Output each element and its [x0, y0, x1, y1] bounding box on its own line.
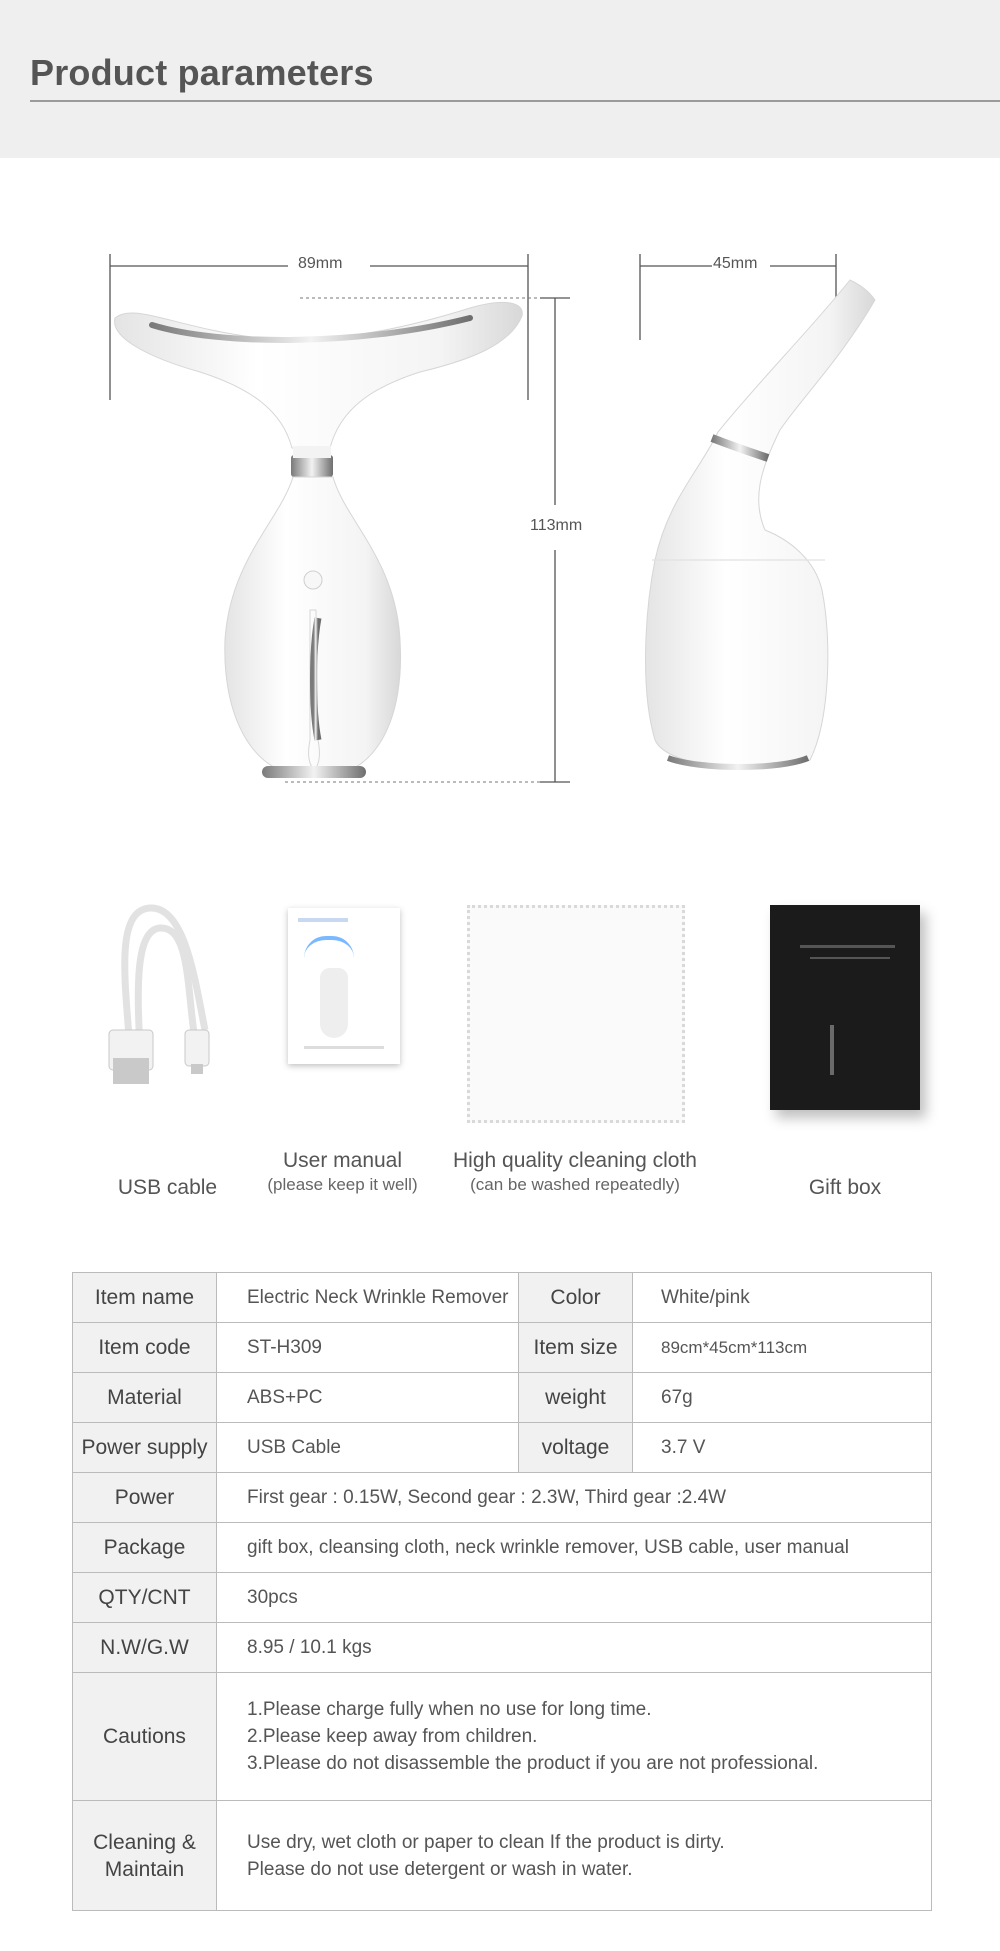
spec-value: 67g: [633, 1373, 932, 1423]
table-row: [73, 1623, 932, 1673]
spec-value: 89cm*45cm*113cm: [633, 1323, 932, 1373]
spec-label: Item size: [519, 1323, 633, 1373]
spec-value-cleaning: [217, 1801, 932, 1911]
spec-value: First gear : 0.15W, Second gear : 2.3W, Third gear :2.4W: [217, 1473, 932, 1523]
cleaning-line: Use dry, wet cloth or paper to clean If the product is dirty.: [247, 1831, 725, 1853]
spec-label: Package: [73, 1523, 217, 1573]
spec-label-line: Cleaning &: [93, 1830, 196, 1854]
spec-value-cautions: [217, 1673, 932, 1801]
table-row: [73, 1423, 932, 1473]
table-row: [73, 1801, 932, 1911]
table-row: [73, 1473, 932, 1523]
cleaning-cloth-image: [467, 905, 685, 1123]
spec-label: Power supply: [73, 1423, 217, 1473]
accessory-note: (please keep it well): [267, 1175, 418, 1194]
gift-box-image: [770, 905, 920, 1125]
accessory-label: USB cable: [117, 1176, 218, 1199]
specs-table: [72, 1272, 932, 1911]
table-row: [73, 1673, 932, 1801]
spec-label: QTY/CNT: [73, 1573, 217, 1623]
spec-value: gift box, cleansing cloth, neck wrinkle remover, USB cable, user manual: [217, 1523, 932, 1573]
dimension-height: 113mm: [530, 517, 583, 534]
caution-line: 1.Please charge fully when no use for long time.: [247, 1699, 652, 1720]
spec-value: 30pcs: [217, 1573, 932, 1623]
table-row: [73, 1523, 932, 1573]
spec-label: Power: [73, 1473, 217, 1523]
spec-value: ABS+PC: [217, 1373, 519, 1423]
accessory-label: User manual: [282, 1149, 403, 1172]
dimension-width-side: 45mm: [713, 255, 758, 272]
table-row: [73, 1573, 932, 1623]
spec-label: Material: [73, 1373, 217, 1423]
accessory-cleaning-cloth: [440, 1148, 710, 1196]
spec-label: N.W/G.W: [73, 1623, 217, 1673]
accessory-usb-cable: [95, 1175, 240, 1201]
accessory-label: High quality cleaning cloth: [453, 1149, 697, 1172]
spec-value: Electric Neck Wrinkle Remover: [217, 1273, 519, 1323]
spec-label: Item name: [73, 1273, 217, 1323]
spec-value: USB Cable: [217, 1423, 519, 1473]
caution-line: 2.Please keep away from children.: [247, 1726, 538, 1747]
cleaning-line: Please do not use detergent or wash in water.: [247, 1858, 633, 1880]
spec-value: White/pink: [633, 1273, 932, 1323]
page-title: Product parameters: [30, 52, 374, 93]
spec-label: Cautions: [73, 1673, 217, 1801]
dimension-width-front: 89mm: [298, 255, 343, 272]
spec-value: ST-H309: [217, 1323, 519, 1373]
table-row: [73, 1323, 932, 1373]
spec-label: Color: [519, 1273, 633, 1323]
spec-value: 8.95 / 10.1 kgs: [217, 1623, 932, 1673]
accessory-label: Gift box: [808, 1176, 882, 1199]
accessory-note: (can be washed repeatedly): [470, 1175, 680, 1194]
spec-label: Item code: [73, 1323, 217, 1373]
device-side-image: [0, 0, 1000, 820]
caution-line: 3.Please do not disassemble the product if you are not professional.: [247, 1753, 819, 1774]
accessory-user-manual: [250, 1148, 435, 1196]
spec-label-cleaning: [73, 1801, 217, 1911]
spec-label-line: Maintain: [104, 1857, 185, 1881]
accessory-gift-box: [780, 1175, 910, 1201]
table-row: [73, 1273, 932, 1323]
user-manual-image: [288, 908, 400, 1064]
spec-value: 3.7 V: [633, 1423, 932, 1473]
usb-cable-image: [95, 900, 255, 1100]
spec-label: voltage: [519, 1423, 633, 1473]
table-row: [73, 1373, 932, 1423]
spec-label: weight: [519, 1373, 633, 1423]
